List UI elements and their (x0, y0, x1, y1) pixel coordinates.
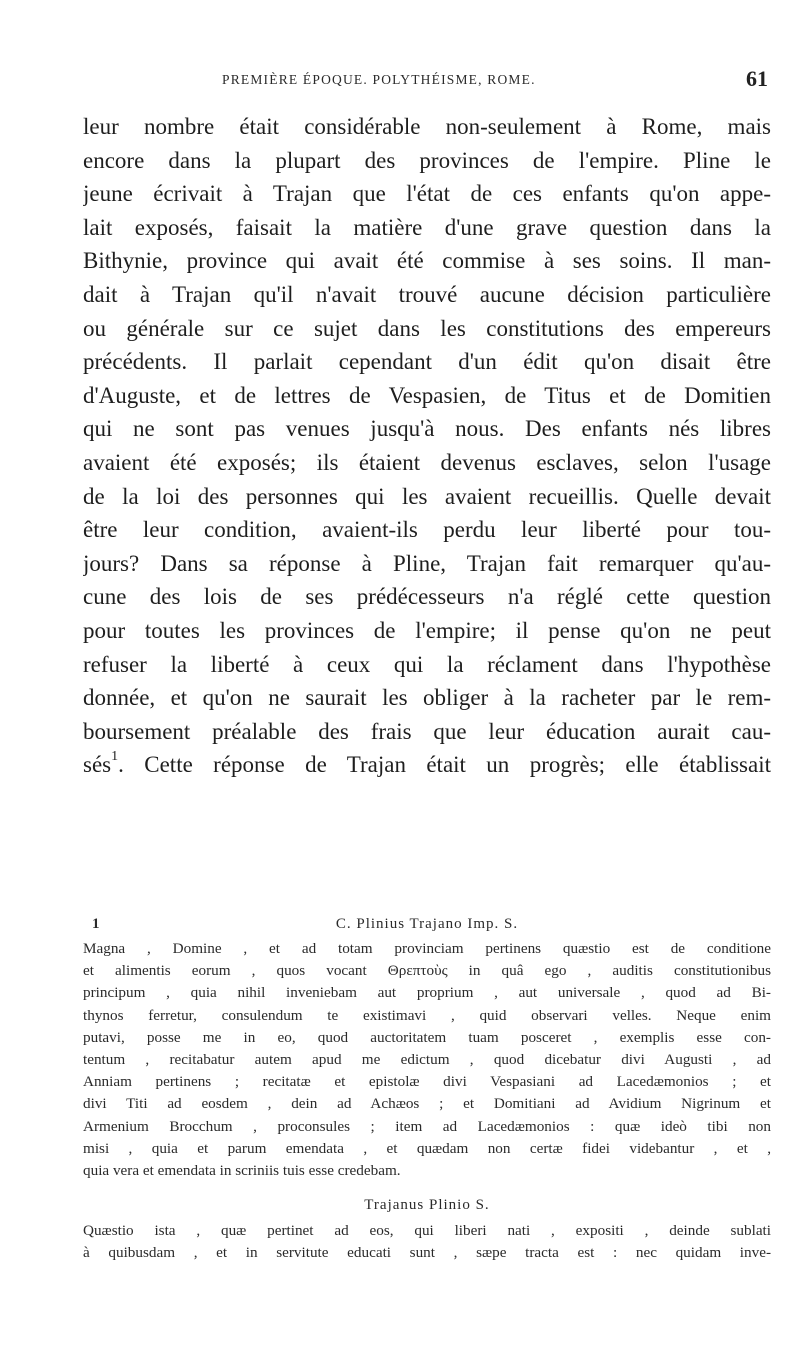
text-line: être leur condition, avaient-ils perdu leur liberté pour tou- (83, 517, 771, 543)
footnote-line: à quibusdam , et in servitute educati sunt , sæpe tracta est : nec quidam inve- (83, 1244, 771, 1262)
footnote-line: thynos ferretur, consulendum te existimavi , quid observari velles. Neque enim (83, 1006, 771, 1024)
footnote-line: principum , quia nihil inveniebam aut proprium , aut universale , quod ad Bi- (83, 984, 771, 1002)
footnote-heading (83, 910, 771, 938)
text-line: boursement préalable des frais que leur éducation aurait cau- (83, 718, 771, 744)
footnote-title: C. Plinius Trajano Imp. S. (335, 916, 519, 932)
text-line: d'Auguste, et de lettres de Vespasien, de Titus et de Domitien (83, 382, 771, 408)
text-line: jours? Dans sa réponse à Pline, Trajan fait remarquer qu'au- (83, 550, 771, 576)
footnote-reference[interactable]: 1 (111, 749, 119, 765)
footnote-heading-2: Trajanus Plinio S. (364, 1197, 490, 1214)
footnote-line: putavi, posse me in eo, quod auctoritatem tuam posceret , exemplis esse con- (83, 1028, 771, 1046)
text-line: dait à Trajan qu'il n'avait trouvé aucune décision particulière (83, 281, 771, 307)
text-line: cune des lois de ses prédécesseurs n'a réglé cette question (83, 584, 771, 610)
footnote-line: et alimentis eorum , quos vocant Θρεπτοὺς in quâ ego , auditis constitutionibus (83, 962, 771, 980)
page-number: 61 (746, 66, 768, 91)
footnote-line: divi Titi ad eosdem , dein ad Achæos ; et Domitiani ad Avidium Nigrinum et (83, 1095, 771, 1113)
text-line: avaient été exposés; ils étaient devenus esclaves, selon l'usage (83, 449, 771, 475)
footnotes (83, 910, 771, 1264)
main-text (83, 110, 771, 782)
footnote-line: Armenium Brocchum , proconsules ; item ad Lacedæmonios : quæ ideò tibi non (83, 1117, 771, 1135)
footnote-line: Anniam pertinens ; recitatæ et epistolæ divi Vespasiani ad Lacedæmonios ; et (83, 1073, 771, 1091)
text-line-final (83, 748, 771, 782)
text-line: donnée, et qu'on ne saurait les obliger à la racheter par le rem- (83, 685, 771, 711)
footnote-number: 1 (92, 916, 100, 932)
text-line: Bithynie, province qui avait été commise à ses soins. Il man- (83, 248, 771, 274)
text-line: de la loi des personnes qui les avaient recueillis. Quelle devait (83, 483, 771, 509)
text-line: encore dans la plupart des provinces de l'empire. Pline le (83, 147, 771, 173)
text-line: qui ne sont pas venues jusqu'à nous. Des enfants nés libres (83, 416, 771, 442)
text-line: précédents. Il parlait cependant d'un édit qu'on disait être (83, 349, 771, 375)
text-line: pour toutes les provinces de l'empire; il pense qu'on ne peut (83, 617, 771, 643)
footnote-line: Quæstio ista , quæ pertinet ad eos, qui liberi nati , expositi , deinde sublati (83, 1222, 771, 1240)
footnote-line: quia vera et emendata in scriniis tuis esse credebam. (83, 1161, 401, 1179)
running-title: PREMIÈRE ÉPOQUE. POLYTHÉISME, ROME. (222, 72, 536, 87)
text-line: refuser la liberté à ceux qui la réclament dans l'hypothèse (83, 651, 771, 677)
text-line: lait exposés, faisait la matière d'une grave question dans la (83, 214, 771, 240)
text-line: ou générale sur ce sujet dans les constitutions des empereurs (83, 315, 771, 341)
footnote-line: misi , quia et parum emendata , et quædam non certæ fidei videbantur , et , (83, 1139, 771, 1157)
text-fragment: sés (83, 752, 112, 778)
footnote-line: tentum , recitabatur autem apud me edictum , quod dicebatur divi Augusti , ad (83, 1050, 771, 1068)
text-fragment: . Cette réponse de Trajan était un progrès; elle établissait (118, 752, 771, 778)
text-line: leur nombre était considérable non-seulement à Rome, mais (83, 114, 771, 139)
text-line: jeune écrivait à Trajan que l'état de ces enfants qu'on appe- (83, 181, 771, 207)
footnote-line: Magna , Domine , et ad totam provinciam pertinens quæstio est de conditione (83, 940, 771, 957)
page-header (222, 64, 768, 92)
